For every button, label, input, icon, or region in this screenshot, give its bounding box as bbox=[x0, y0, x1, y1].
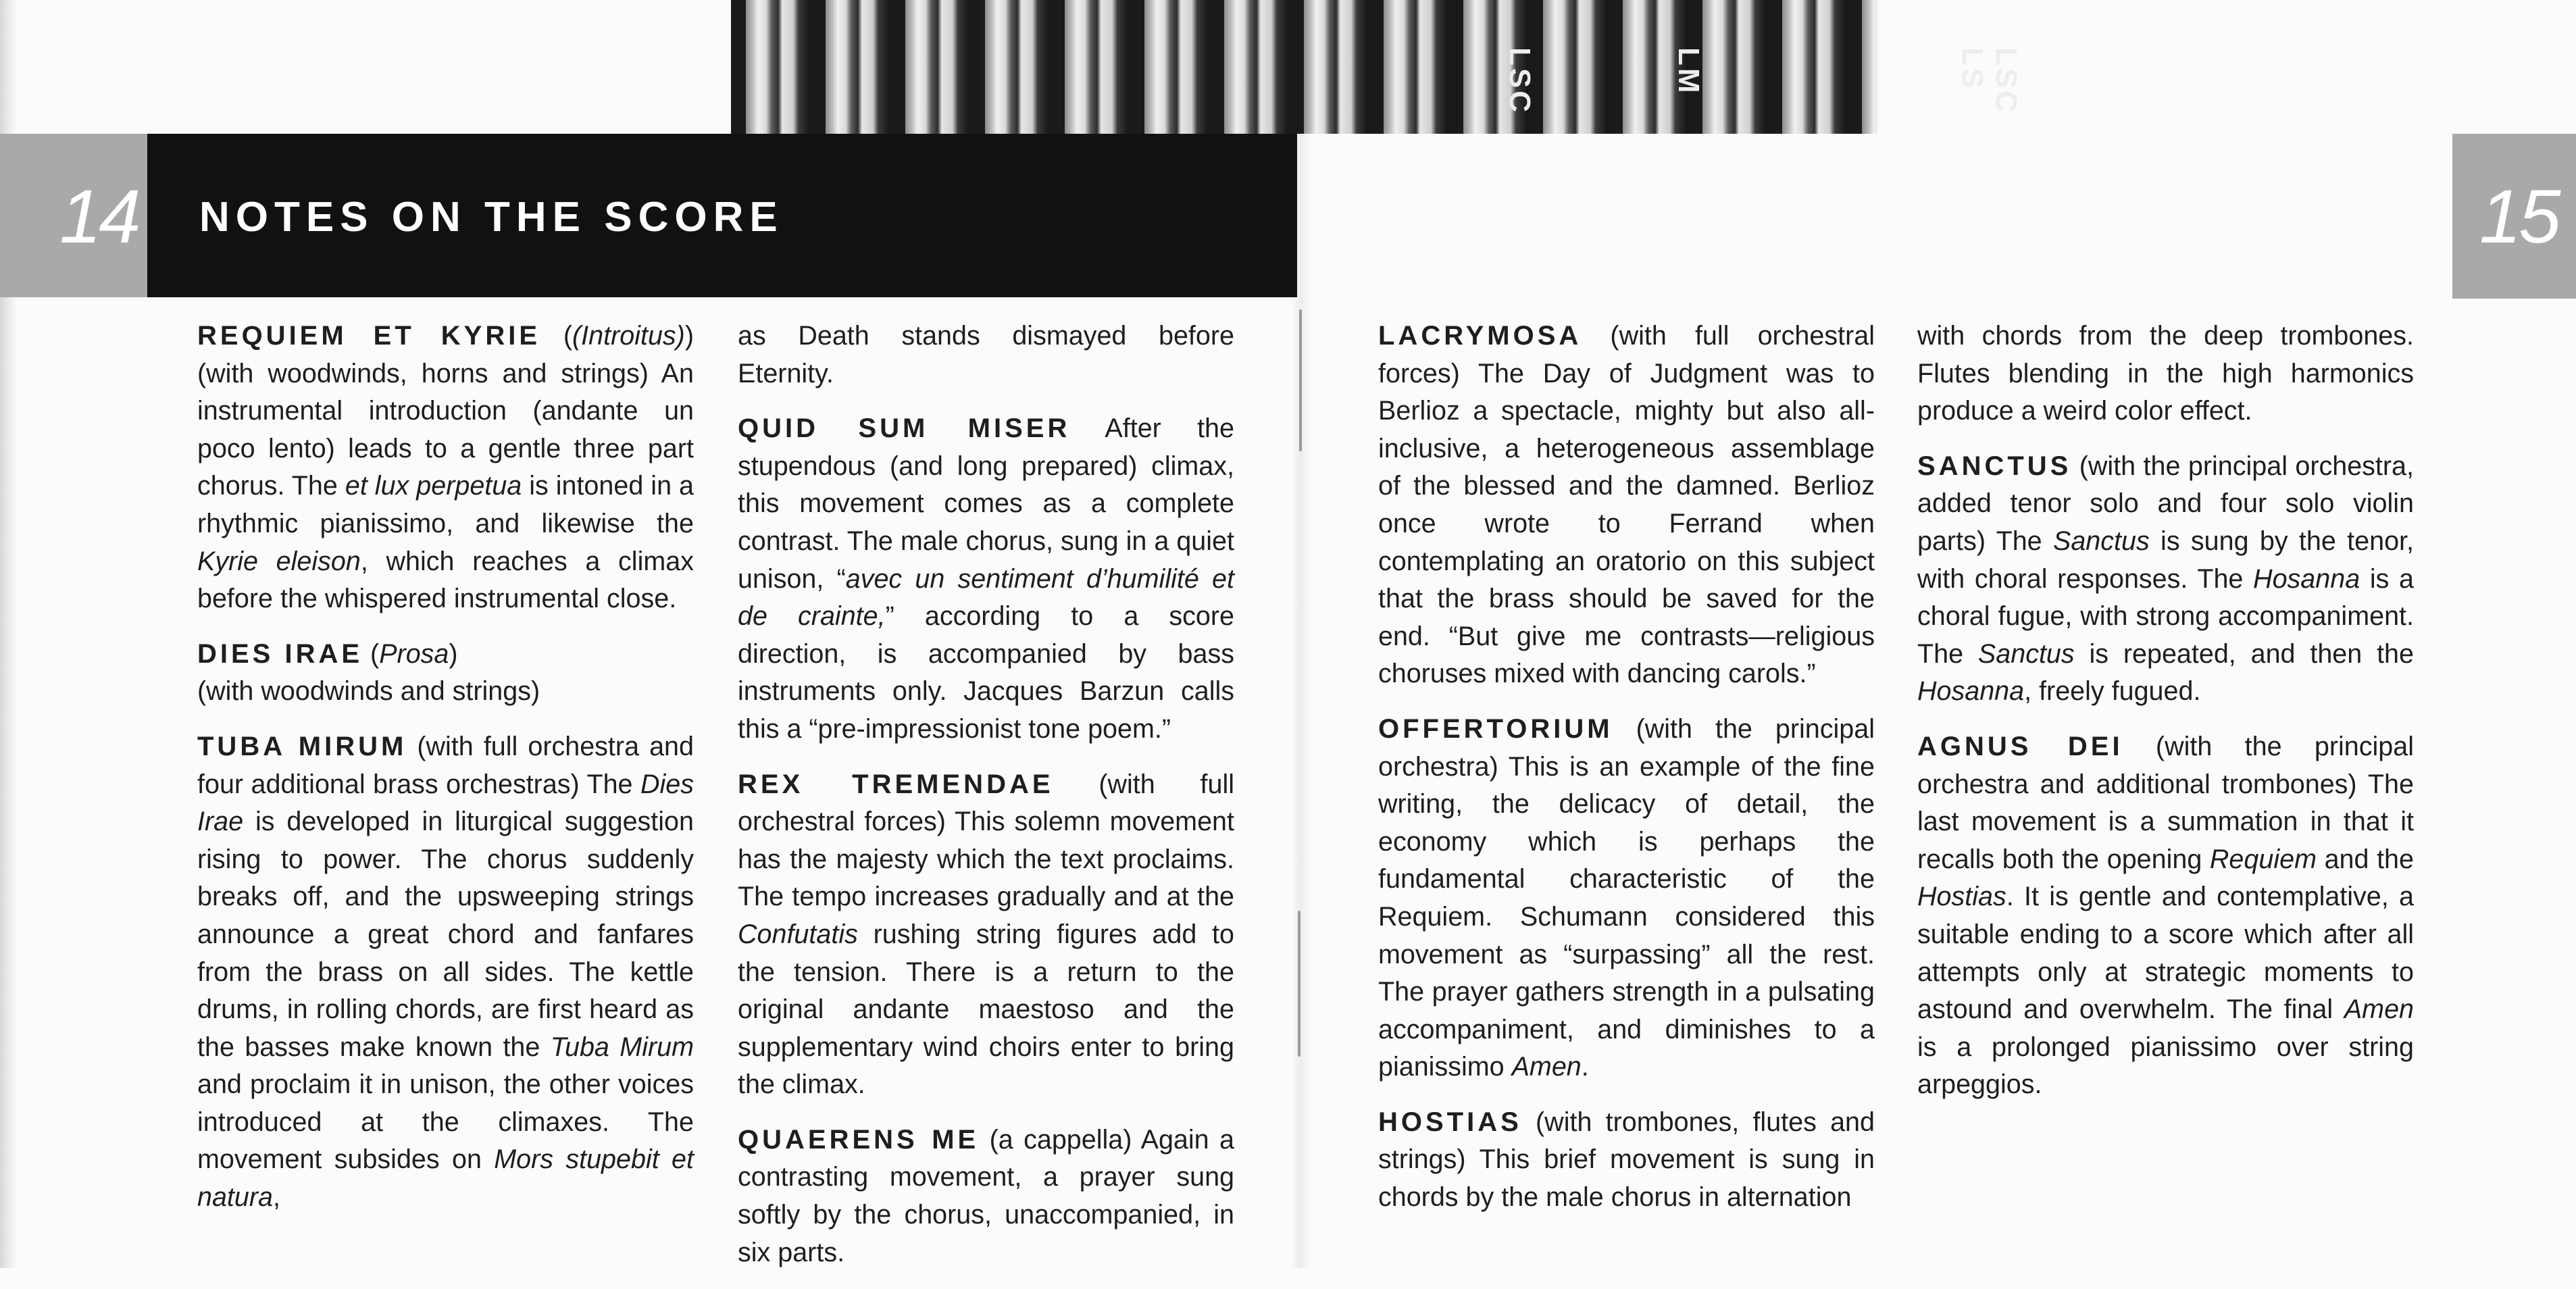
body-text: is a choral fugue, with strong accompaniment. The bbox=[1917, 563, 2414, 669]
italic-text: Sanctus bbox=[1977, 638, 2075, 669]
italic-text: Mors stupebit et natura bbox=[197, 1144, 694, 1213]
section-heading: HOSTIAS bbox=[1378, 1107, 1522, 1137]
page-number-left: 14 bbox=[59, 174, 138, 259]
section-heading: REQUIEM ET KYRIE bbox=[197, 321, 541, 351]
entry-continuation: as Death stands dismayed before Eternity. bbox=[738, 321, 1234, 388]
body-text: is a prolonged pianissimo over string arpeggios. bbox=[1917, 1032, 2414, 1100]
section-heading: QUAERENS ME bbox=[738, 1124, 980, 1155]
body-text: is repeated, and then the bbox=[2074, 638, 2414, 669]
section-heading: TUBA MIRUM bbox=[197, 731, 407, 761]
body-text: After the stupendous (and long prepared) climax, this movement comes as a complete contrast. The male chorus, sung in a quiet unison, “ bbox=[738, 413, 1234, 594]
photo-label: LM bbox=[1672, 47, 1705, 96]
body-text: (with full orchestral forces) This solemn movement has the majesty which the text proclaims. The tempo increases gradually and at the bbox=[738, 769, 1235, 912]
italic-text: Kyrie eleison bbox=[197, 546, 361, 576]
entry-agnus-dei bbox=[1917, 728, 2414, 1104]
body-text: (with the principal orchestra and additional trombones) The last movement is a summation in that it recalls both the opening bbox=[1917, 731, 2414, 874]
italic-text: Dies Irae bbox=[197, 769, 694, 837]
italic-text: Tuba Mirum bbox=[550, 1032, 694, 1062]
body-text: , which reaches a climax before the whispered instrumental close. bbox=[197, 546, 694, 614]
italic-text: et lux perpetua bbox=[345, 471, 522, 501]
body-text: . It is gentle and contemplative, a suitable ending to a score which after all attempts only at strategic moments to astound and overwhelm. The final bbox=[1917, 882, 2414, 1025]
photo-label: LSC bbox=[1990, 47, 2023, 115]
italic-text: Hosanna bbox=[1917, 676, 2025, 707]
body-text: (a cappella) Again a contrasting movement, a prayer sung softly by the chorus, unaccompanied, in six parts. bbox=[738, 1124, 1235, 1267]
italic-text: Requiem bbox=[2209, 844, 2317, 874]
entry-offertorium bbox=[1378, 711, 1875, 1086]
italic-text: Prosa bbox=[379, 638, 449, 669]
text-column-3 bbox=[1378, 318, 1875, 1234]
entry-tuba-mirum bbox=[197, 728, 694, 1217]
italic-text: Amen bbox=[1511, 1052, 1582, 1082]
body-text: , bbox=[273, 1182, 280, 1213]
body-text: and proclaim it in unison, the other voices introduced at the climaxes. The movement subsides on bbox=[197, 1069, 694, 1175]
entry-requiem: REQUIEM ET KYRIE ((Introitus)) (with woodwinds, horns and strings) An instrumental introduction (andante un poco lento) leads to a gentle three part chorus. The et lux perpetua is intoned in a rhythmic pianissimo, and likewise the Kyrie eleison, which reaches a climax before the whispered instrumental close. bbox=[197, 321, 694, 614]
entry-quid-sum-miser bbox=[738, 410, 1234, 748]
body-text: and the bbox=[2316, 844, 2414, 874]
page-number-box-left bbox=[0, 134, 147, 297]
italic-text: Hostias bbox=[1917, 882, 2006, 912]
body-text: (with woodwinds and strings) bbox=[197, 676, 540, 707]
text-column-4 bbox=[1917, 318, 2414, 1121]
body-text: (with trombones, flutes and strings) This brief movement is sung in chords by the male chorus in alternation bbox=[1378, 1107, 1875, 1213]
entry-lacrymosa bbox=[1378, 318, 1875, 693]
entry-hostias bbox=[1378, 1104, 1875, 1217]
italic-text: Amen bbox=[2344, 994, 2414, 1025]
photo-label: LSC bbox=[1503, 47, 1536, 115]
italic-text: (Introitus) bbox=[572, 321, 685, 351]
body-text: , freely fugued. bbox=[2024, 676, 2201, 707]
body-text: is developed in liturgical suggestion rising to power. The chorus suddenly breaks off, and the upsweeping strings announce a great chord and fanfares from the brass on all sides. The kettle drums, in rolling chords, are first heard as the basses make known the bbox=[197, 807, 694, 1062]
fold-mark bbox=[1299, 309, 1302, 451]
entry-sanctus bbox=[1917, 448, 2414, 711]
body-text: (with woodwinds, horns and strings) An instrumental introduction (andante un poco lento) leads to a gentle three part chorus. The bbox=[197, 358, 694, 501]
body-text: . bbox=[1581, 1052, 1589, 1082]
entry-quaerens-me bbox=[738, 1121, 1234, 1271]
record-spines-photo bbox=[731, 0, 2023, 134]
section-heading: SANCTUS bbox=[1917, 451, 2072, 481]
body-text: (with full orchestra and four additional brass orchestras) The bbox=[197, 731, 694, 799]
entry-rex-tremendae bbox=[738, 766, 1234, 1104]
italic-text: Confutatis bbox=[738, 919, 858, 949]
section-heading: QUID SUM MISER bbox=[738, 413, 1071, 444]
photo-label: LS bbox=[1956, 47, 1989, 91]
section-heading: AGNUS DEI bbox=[1917, 731, 2123, 761]
entry-dies-irae: DIES IRAE (Prosa) (with woodwinds and strings) bbox=[197, 638, 540, 707]
body-text: rushing string figures add to the tension. There is a return to the original andante maestoso and the supplementary wind choirs enter to bring the climax. bbox=[738, 919, 1234, 1100]
section-heading: LACRYMOSA bbox=[1378, 321, 1582, 351]
page-number-right: 15 bbox=[2479, 174, 2558, 259]
body-text: ” according to a score direction, is accompanied by bass instruments only. Jacques Barzun calls this a “pre-impressionist tone poem.” bbox=[738, 601, 1234, 744]
body-text: (with full orchestral forces) The Day of Judgment was to Berlioz a spectacle, mighty but also all-inclusive, a heterogeneous assemblage of the blessed and the damned. Berlioz once wrote to Ferrand when contemplating an oratorio on this subject that the brass should be saved for the end. “But give me contrasts—religious choruses mixed with dancing carols.” bbox=[1378, 321, 1875, 689]
body-text: (with the principal orchestra, added tenor solo and four solo violin parts) The bbox=[1917, 451, 2414, 556]
text-column-1 bbox=[197, 318, 694, 1234]
entry-continuation: with chords from the deep trombones. Flutes blending in the high harmonics produce a weird color effect. bbox=[1917, 321, 2414, 426]
page-title: NOTES ON THE SCORE bbox=[199, 194, 784, 241]
body-text: is intoned in a rhythmic pianissimo, and likewise the bbox=[197, 471, 694, 538]
italic-text: Hosanna bbox=[2253, 563, 2360, 594]
italic-text: Sanctus bbox=[2052, 526, 2150, 556]
italic-text: avec un sentiment d’humilité et de crainte, bbox=[738, 563, 1234, 632]
section-heading: DIES IRAE bbox=[197, 638, 363, 669]
fold-mark bbox=[1298, 911, 1300, 1057]
section-heading: OFFERTORIUM bbox=[1378, 713, 1613, 744]
text-column-2 bbox=[738, 318, 1234, 1289]
page-number-box-right bbox=[2452, 134, 2576, 299]
section-heading: REX TREMENDAE bbox=[738, 769, 1054, 799]
body-text: is sung by the tenor, with choral responses. The bbox=[1917, 526, 2414, 594]
body-text: (with the principal orchestra) This is an example of the fine writing, the delicacy of detail, the economy which is perhaps the fundamental characteristic of the Requiem. Schumann considered this movement as “surpassing” all the rest. The prayer gathers strength in a pulsating accompaniment, and diminishes to a pianissimo bbox=[1378, 713, 1875, 1082]
